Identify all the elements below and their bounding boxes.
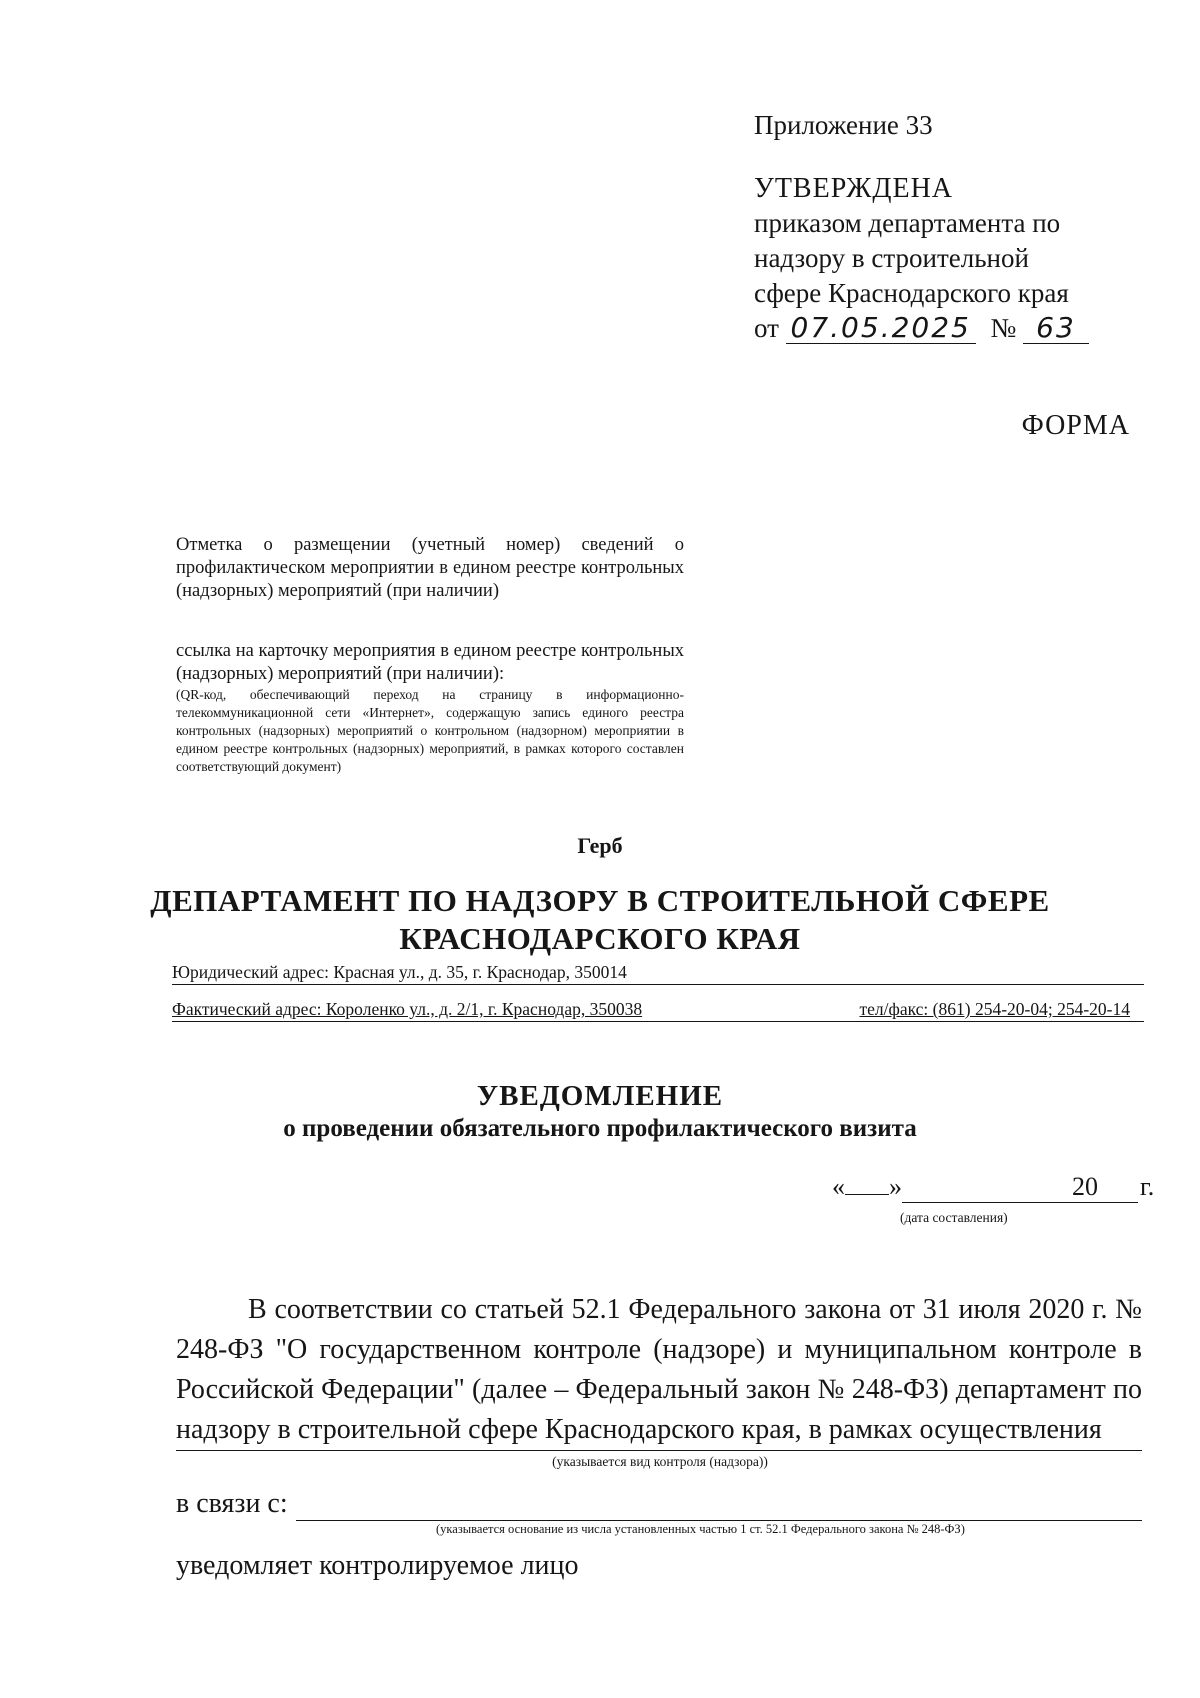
notice-title: УВЕДОМЛЕНИЕ xyxy=(476,1080,724,1112)
reason-label: в связи с: xyxy=(176,1488,288,1519)
month-year-blank xyxy=(902,1172,1138,1203)
year-prefix: 20 xyxy=(1072,1172,1098,1201)
approval-line-2: надзору в строительной xyxy=(754,243,1029,273)
body-paragraph xyxy=(176,1290,1142,1450)
phone-fax: тел/факс: (861) 254-20-04; 254-20-14 xyxy=(859,999,1130,1019)
qr-note-main: ссылка на карточку мероприятия в едином реестре контрольных (надзорных) мероприятий (при наличии): xyxy=(176,641,684,684)
notice-subtitle: о проведении обязательного профилактического визита xyxy=(283,1115,917,1142)
reason-caption: (указывается основание из числа установленных частью 1 ст. 52.1 Федерального закона № 248-ФЗ) xyxy=(436,1522,965,1536)
date-prefix: от xyxy=(754,313,779,343)
date-field xyxy=(832,1172,1154,1203)
day-blank xyxy=(845,1194,889,1195)
approval-block xyxy=(754,108,1154,346)
number-prefix: № xyxy=(990,313,1017,343)
appendix-label: Приложение 33 xyxy=(754,110,933,140)
qr-note-detail: (QR-код, обеспечивающий переход на страницу в информационно-телекоммуникационной сети «Интернет», содержащую запись единого реестра контрольных (надзорных) мероприятий о контрольном (надзорном) мероприятии в едином реестре контрольных (надзорных) мероприятий, в рамках которого составлен соответствующий документ) xyxy=(176,687,684,774)
approval-number-value: 63 xyxy=(1023,313,1089,344)
year-suffix: г. xyxy=(1140,1172,1155,1201)
approval-date-line xyxy=(754,311,1154,346)
form-label: ФОРМА xyxy=(1021,410,1130,441)
date-caption: (дата составления) xyxy=(900,1210,1008,1225)
actual-address: Фактический адрес: Короленко ул., д. 2/1, г. Краснодар, 350038 xyxy=(172,999,643,1019)
legal-address: Юридический адрес: Красная ул., д. 35, г. Краснодар, 350014 xyxy=(172,962,627,982)
control-type-line xyxy=(176,1450,1142,1451)
date-open-quote: « xyxy=(832,1172,845,1201)
date-close-quote: » xyxy=(889,1172,902,1201)
department-line-1: ДЕПАРТАМЕНТ ПО НАДЗОРУ В СТРОИТЕЛЬНОЙ СФЕРЕ xyxy=(150,883,1050,918)
body-paragraph-text: В соответствии со статьей 52.1 Федерального закона от 31 июля 2020 г. № 248-ФЗ "О государственном контроле (надзоре) и муниципальном контроле в Российской Федерации" (далее – Федеральный закон № 248-ФЗ) департамент по надзору в строительной сфере Краснодарского края, в рамках осуществления xyxy=(176,1294,1142,1445)
department-line-2: КРАСНОДАРСКОГО КРАЯ xyxy=(399,921,801,956)
department-name xyxy=(0,882,1200,958)
control-type-caption: (указывается вид контроля (надзора)) xyxy=(552,1454,768,1469)
approval-line-1: приказом департамента по xyxy=(754,208,1061,238)
approval-line-3: сфере Краснодарского края xyxy=(754,278,1069,308)
approval-title: УТВЕРЖДЕНА xyxy=(754,173,954,204)
closing-line: уведомляет контролируемое лицо xyxy=(176,1550,579,1581)
approval-date-value: 07.05.2025 xyxy=(786,313,976,344)
qr-note xyxy=(176,640,684,776)
actual-address-row xyxy=(172,999,1144,1022)
registry-note: Отметка о размещении (учетный номер) сведений о профилактическом мероприятии в едином реестре контрольных (надзорных) мероприятий (при наличии) xyxy=(176,535,684,601)
emblem-label: Герб xyxy=(577,833,623,858)
legal-address-row xyxy=(172,962,1144,985)
reason-line xyxy=(296,1520,1142,1521)
